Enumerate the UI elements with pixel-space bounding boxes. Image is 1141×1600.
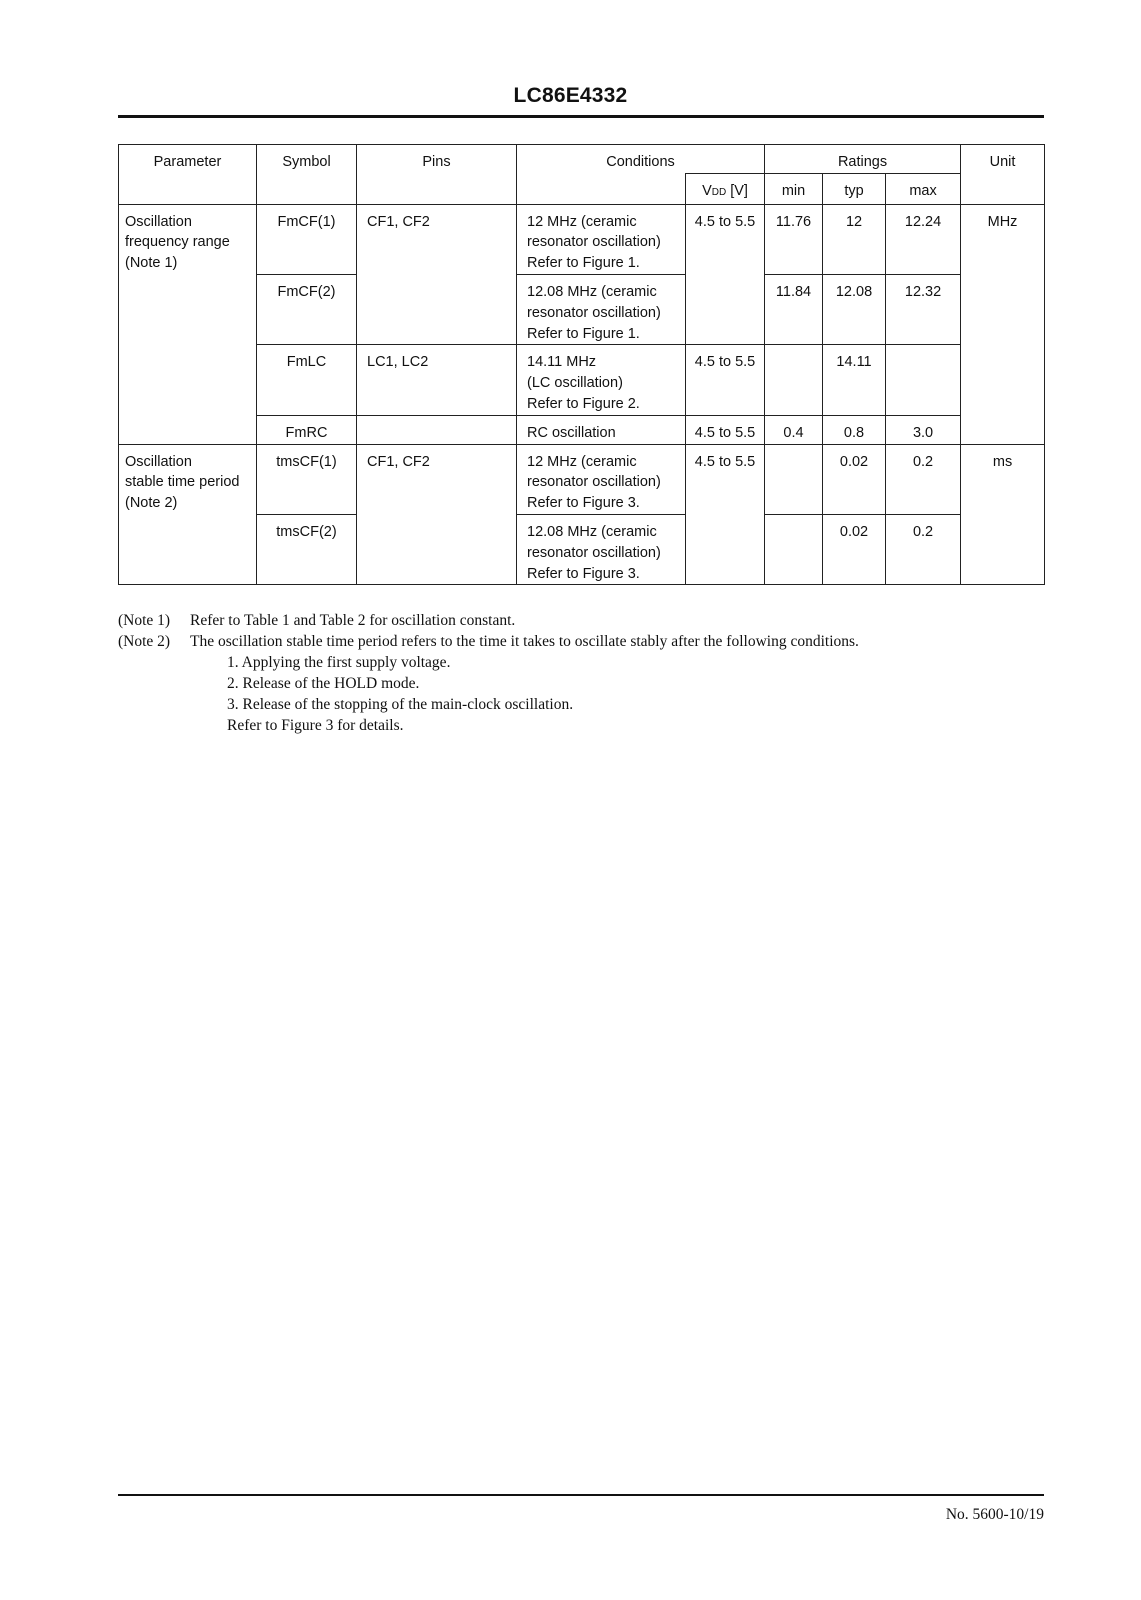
- conditions-cell: RC oscillation: [517, 415, 686, 444]
- page-title: LC86E4332: [513, 84, 628, 107]
- header-vdd: VDD [V]: [686, 173, 765, 204]
- conditions-cell: 12 MHz (ceramic resonator oscillation) Refer to Figure 1.: [517, 204, 686, 274]
- typ-cell: 0.8: [823, 415, 886, 444]
- oscillation-characteristics-table: [118, 144, 1045, 585]
- page-number: No. 5600-10/19: [945, 1506, 1044, 1523]
- header-min: min: [765, 173, 823, 204]
- table-row: [119, 514, 1045, 584]
- pins-cell: [357, 415, 517, 444]
- vdd-cell: 4.5 to 5.5: [686, 345, 765, 415]
- parameter-cell: Oscillation stable time period (Note 2): [119, 444, 257, 585]
- table-row: [119, 415, 1045, 444]
- pins-cell: LC1, LC2: [357, 345, 517, 415]
- conditions-cell: 12 MHz (ceramic resonator oscillation) Refer to Figure 3.: [517, 444, 686, 514]
- note-1: [118, 610, 1058, 631]
- table-row: [119, 274, 1045, 344]
- typ-cell: 12: [823, 204, 886, 274]
- min-cell: 11.76: [765, 204, 823, 274]
- header-parameter: Parameter: [119, 145, 257, 205]
- conditions-cell: 12.08 MHz (ceramic resonator oscillation) Refer to Figure 1.: [517, 274, 686, 344]
- table-row: [119, 345, 1045, 415]
- table-row: [119, 204, 1045, 274]
- max-cell: 3.0: [886, 415, 961, 444]
- typ-cell: 0.02: [823, 444, 886, 514]
- max-cell: 0.2: [886, 444, 961, 514]
- header-ratings: Ratings: [765, 145, 961, 174]
- max-cell: 12.32: [886, 274, 961, 344]
- header-pins: Pins: [357, 145, 517, 205]
- header-conditions-spacer: [517, 173, 686, 204]
- vdd-cell: 4.5 to 5.5: [686, 415, 765, 444]
- typ-cell: 14.11: [823, 345, 886, 415]
- header-symbol: Symbol: [257, 145, 357, 205]
- symbol-cell: FmRC: [257, 415, 357, 444]
- typ-cell: 0.02: [823, 514, 886, 584]
- min-cell: [765, 444, 823, 514]
- header-typ: typ: [823, 173, 886, 204]
- symbol-cell: FmCF(1): [257, 204, 357, 274]
- unit-cell: MHz: [961, 204, 1045, 444]
- symbol-cell: FmLC: [257, 345, 357, 415]
- footer-divider: [118, 1494, 1044, 1496]
- note-list-item: 3. Release of the stopping of the main-clock oscillation.: [227, 696, 574, 713]
- note-label: (Note 2): [118, 633, 171, 650]
- table-row: [119, 444, 1045, 514]
- unit-cell: ms: [961, 444, 1045, 585]
- note-label: (Note 1): [118, 612, 171, 629]
- min-cell: [765, 514, 823, 584]
- max-cell: [886, 345, 961, 415]
- header-max: max: [886, 173, 961, 204]
- title-divider: [118, 115, 1044, 118]
- symbol-cell: FmCF(2): [257, 274, 357, 344]
- note-list-item: Refer to Figure 3 for details.: [227, 717, 404, 734]
- conditions-cell: 12.08 MHz (ceramic resonator oscillation) Refer to Figure 3.: [517, 514, 686, 584]
- header-conditions: Conditions: [517, 145, 765, 174]
- min-cell: 0.4: [765, 415, 823, 444]
- note-text: Refer to Table 1 and Table 2 for oscillation constant.: [190, 612, 516, 629]
- note-list-item: 2. Release of the HOLD mode.: [227, 675, 420, 692]
- conditions-cell: 14.11 MHz (LC oscillation) Refer to Figure 2.: [517, 345, 686, 415]
- symbol-cell: tmsCF(1): [257, 444, 357, 514]
- symbol-cell: tmsCF(2): [257, 514, 357, 584]
- min-cell: 11.84: [765, 274, 823, 344]
- note-2: [118, 631, 1058, 652]
- note-text: The oscillation stable time period refers to the time it takes to oscillate stably after the following conditions.: [190, 633, 859, 650]
- header-unit: Unit: [961, 145, 1045, 205]
- vdd-cell: 4.5 to 5.5: [686, 444, 765, 585]
- max-cell: 0.2: [886, 514, 961, 584]
- parameter-cell: Oscillation frequency range (Note 1): [119, 204, 257, 444]
- min-cell: [765, 345, 823, 415]
- pins-cell: CF1, CF2: [357, 444, 517, 585]
- note-list-item: 1. Applying the first supply voltage.: [227, 654, 451, 671]
- pins-cell: CF1, CF2: [357, 204, 517, 345]
- typ-cell: 12.08: [823, 274, 886, 344]
- table-header-row: [119, 145, 1045, 174]
- vdd-cell: 4.5 to 5.5: [686, 204, 765, 345]
- max-cell: 12.24: [886, 204, 961, 274]
- notes-section: [118, 610, 1058, 736]
